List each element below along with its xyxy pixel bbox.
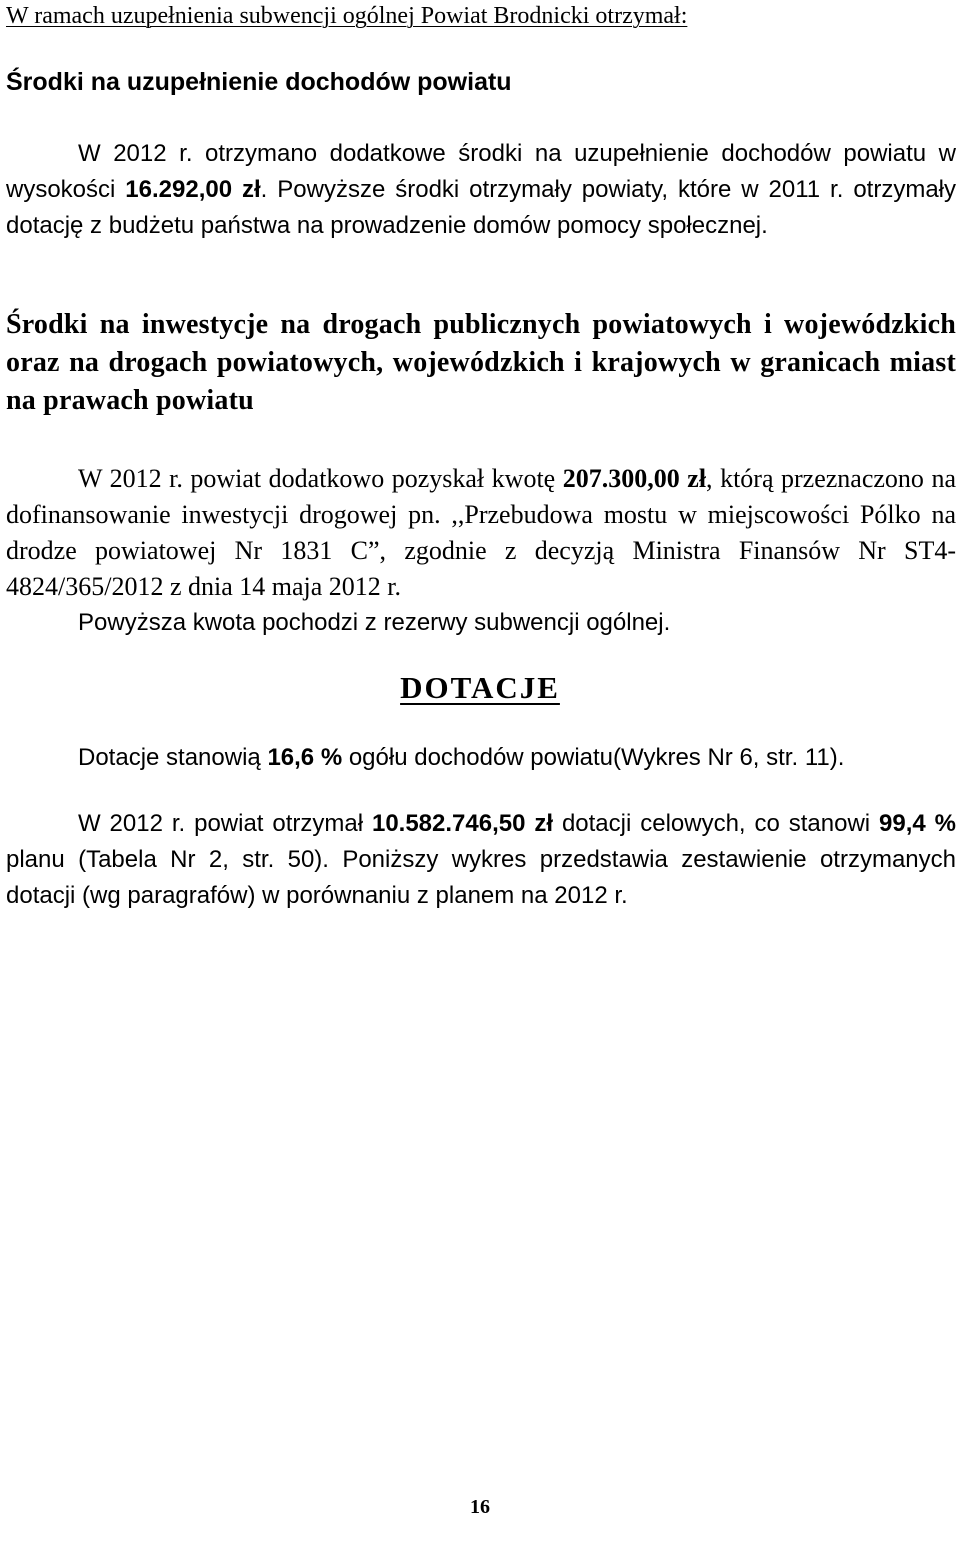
income-supplement-amount: 16.292,00 zł	[125, 176, 261, 203]
road-investments-text-1: W 2012 r. powiat dodatkowo pozyskał kwotę	[78, 464, 563, 493]
section-heading-road-investments: Środki na inwestycje na drogach publicznych powiatowych i wojewódzkich oraz na drogach powiatowych, wojewódzkich i krajowych w granicach miast na prawach powiatu	[6, 309, 956, 416]
dotacje-heading: DOTACJE	[400, 670, 560, 705]
dotacje-share-percent: 16,6 %	[267, 744, 343, 771]
intro-text: W ramach uzupełnienia subwencji ogólnej Powiat Brodnicki otrzymał:	[6, 3, 688, 29]
road-investments-amount: 207.300,00 zł	[562, 464, 707, 493]
road-investments-text-2: , którą przeznaczono na dofinansowanie inwestycji drogowej pn. ,,Przebudowa mostu w miejscowości Pólko na drodze powiatowej Nr 1831 C”, zgodnie z decyzją Ministra Finansów Nr ST4-4824/365/2012 z dnia 14 maja 2012 r.	[6, 464, 956, 601]
income-supplement-text-1: W 2012 r. otrzymano dodatkowe środki na uzupełnienie dochodów powiatu w wysokości	[6, 140, 956, 203]
page-number: 16	[470, 1496, 490, 1518]
dotacje-share-text-1: Dotacje stanowią	[78, 744, 268, 771]
dotacje-celowe-percent: 99,4 %	[879, 810, 957, 837]
paragraph-income-supplement	[6, 136, 956, 244]
paragraph-dotacje-celowe	[6, 806, 956, 914]
road-investments-note-text: Powyższa kwota pochodzi z rezerwy subwencji ogólnej.	[78, 609, 671, 636]
road-investments-note	[6, 605, 956, 641]
dotacje-share-text-2: ogółu dochodów powiatu(Wykres Nr 6, str. 11).	[342, 744, 845, 771]
paragraph-road-investments	[6, 461, 956, 605]
dotacje-celowe-text-1: W 2012 r. powiat otrzymał	[78, 810, 372, 837]
dotacje-celowe-text-2: dotacji celowych, co stanowi	[553, 810, 880, 837]
income-supplement-text-2: . Powyższe środki otrzymały powiaty, które w 2011 r. otrzymały dotację z budżetu państwa na prowadzenie domów pomocy społecznej.	[6, 176, 956, 239]
dotacje-celowe-amount: 10.582.746,50 zł	[371, 810, 554, 837]
dotacje-celowe-text-3: planu (Tabela Nr 2, str. 50). Poniższy wykres przedstawia zestawienie otrzymanych dotacji (wg paragrafów) w porównaniu z planem na 2012 r.	[6, 846, 956, 909]
section-heading-income-supplement: Środki na uzupełnienie dochodów powiatu	[6, 68, 512, 96]
intro-line	[6, 0, 956, 34]
dotacje-share-line	[6, 740, 956, 776]
